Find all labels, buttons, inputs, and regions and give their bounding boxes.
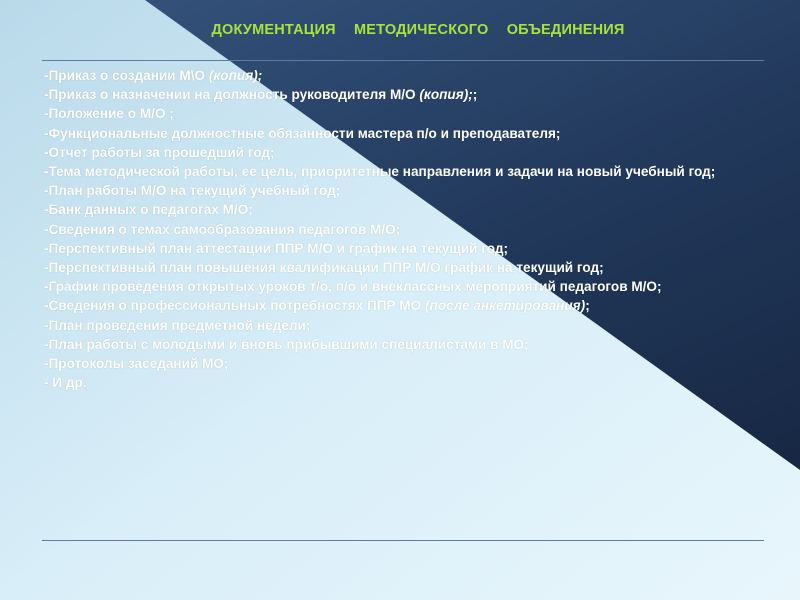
- list-item: -Перспективный план повышения квалификации ППР М/О график на текущий год;: [44, 260, 604, 276]
- list-item: -Протоколы заседаний МО;: [44, 356, 229, 372]
- slide-title: ДОКУМЕНТАЦИЯ МЕТОДИЧЕСКОГО ОБЪЕДИНЕНИЯ: [211, 22, 625, 38]
- list-item: - И др.: [44, 375, 87, 391]
- list-item: -Перспективный план аттестации ППР М/О и график на текущий год;: [44, 240, 509, 256]
- list-item: -Положение о М/О ;: [44, 106, 174, 122]
- list-item: -План работы с молодыми и вновь прибывшими специалистами в МО;: [44, 336, 529, 352]
- list-item: -Банк данных о педагогах М/О;: [44, 202, 253, 218]
- list-item: -Приказ о создании М\О (копия);: [44, 68, 263, 83]
- list-item: -Отчет работы за прошедший год;: [44, 144, 275, 160]
- list-item: -Приказ о назначении на должность руководителя М/О (копия);;: [44, 87, 478, 103]
- list-item: -График проведения открытых уроков т/о, п/о и внеклассных мероприятий педагогов М/О;: [44, 279, 662, 295]
- list-item: -Функциональные должностные обязанности мастера п/о и преподавателя;: [44, 125, 561, 141]
- documents-list: [44, 66, 766, 392]
- list-item: -Тема методической работы, ее цель, приоритетные направления и задачи на новый учебный год;: [44, 164, 716, 180]
- list-item: -Сведения о профессиональных потребностях ППР МО (после анкетирования);: [44, 298, 590, 314]
- list-item: -Сведения о темах самообразования педагогов М/О;: [44, 221, 401, 237]
- bottom-divider: [42, 540, 764, 541]
- list-item: -План работы М/О на текущий учебный год;: [44, 183, 341, 199]
- top-divider: [42, 60, 764, 61]
- list-item: -План проведения предметной недели;: [44, 317, 311, 333]
